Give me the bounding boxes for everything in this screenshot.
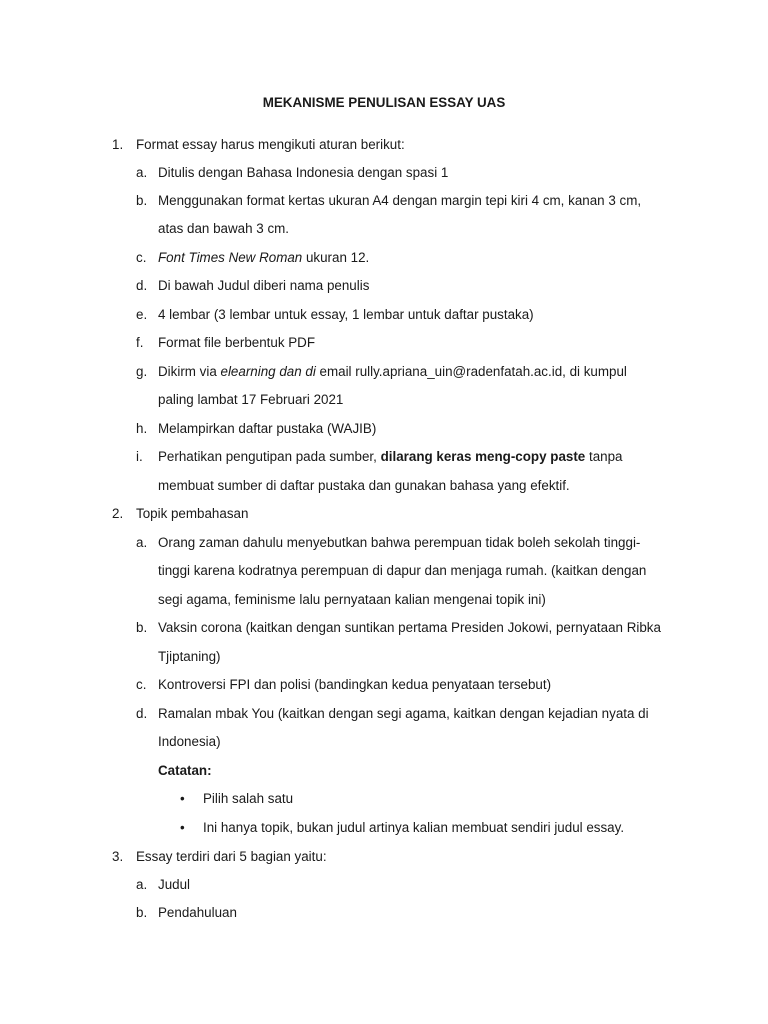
item-3b-text: Pendahuluan [158,905,237,920]
item-1f-marker: f. [136,335,144,350]
item-2b-line1: Vaksin corona (kaitkan dengan suntikan pertama Presiden Jokowi, pernyataan Ribka [158,620,661,635]
bullet-dot-1: • [180,791,185,806]
section-1-number: 1. [112,137,124,152]
item-1h-marker: h. [136,421,148,436]
item-2a-line3: segi agama, feminisme lalu pernyataan kalian mengenai topik ini) [158,592,546,607]
item-1g-italic: elearning dan di [220,364,316,379]
item-2d-line2: Indonesia) [158,734,221,749]
item-1c-text [158,249,369,267]
item-1g-part3: di kumpul [565,364,627,379]
item-1d-text: Di bawah Judul diberi nama penulis [158,278,370,293]
item-2b-line2: Tjiptaning) [158,649,221,664]
item-1h-text: Melampirkan daftar pustaka (WAJIB) [158,421,377,436]
item-1i-bold: dilarang keras meng-copy paste [380,449,586,464]
item-2c-text: Kontroversi FPI dan polisi (bandingkan kedua penyataan tersebut) [158,677,552,692]
note-bullet-1: Pilih salah satu [203,791,294,806]
item-1a-marker: a. [136,165,148,180]
item-1g-line2: paling lambat 17 Februari 2021 [158,392,344,407]
item-1d-marker: d. [136,278,148,293]
item-1g-part1: Dikirm via [158,364,221,379]
item-1b-marker: b. [136,193,148,208]
item-1e-marker: e. [136,307,148,322]
item-1f-text: Format file berbentuk PDF [158,335,316,350]
item-1i-line2: membuat sumber di daftar pustaka dan gunakan bahasa yang efektif. [158,478,570,493]
item-3a-text: Judul [158,877,191,892]
section-2-heading: Topik pembahasan [136,506,249,521]
item-3b-marker: b. [136,905,148,920]
item-2c-marker: c. [136,677,147,692]
item-2d-marker: d. [136,706,148,721]
item-1g-line1 [158,363,627,381]
item-2b-marker: b. [136,620,148,635]
section-3-heading: Essay terdiri dari 5 bagian yaitu: [136,849,327,864]
item-1g-email: email rully.apriana_uin@radenfatah.ac.id, [315,364,566,379]
item-2a-marker: a. [136,535,148,550]
item-1i-line1 [158,448,622,466]
item-1b-line2: atas dan bawah 3 cm. [158,221,290,236]
item-1i-part2: tanpa [585,449,623,464]
section-3-number: 3. [112,849,124,864]
item-1c-italic: Font Times New Roman [158,250,303,265]
item-2a-line1: Orang zaman dahulu menyebutkan bahwa perempuan tidak boleh sekolah tinggi- [158,535,641,550]
section-1-heading: Format essay harus mengikuti aturan berikut: [136,137,405,152]
document-title: MEKANISME PENULISAN ESSAY UAS [262,95,506,110]
item-1e-text: 4 lembar (3 lembar untuk essay, 1 lembar untuk daftar pustaka) [158,307,534,322]
item-1b-line1: Menggunakan format kertas ukuran A4 dengan margin tepi kiri 4 cm, kanan 3 cm, [158,193,642,208]
item-1c-rest: ukuran 12. [302,250,370,265]
item-1c-marker: c. [136,250,147,265]
item-1i-part1: Perhatikan pengutipan pada sumber, [158,449,381,464]
note-label: Catatan: [158,763,212,778]
item-1i-marker: i. [136,449,143,464]
item-1g-marker: g. [136,364,148,379]
item-1a-text: Ditulis dengan Bahasa Indonesia dengan spasi 1 [158,165,449,180]
section-2-number: 2. [112,506,124,521]
bullet-dot-2: • [180,820,185,835]
item-3a-marker: a. [136,877,148,892]
item-2a-line2: tinggi karena kodratnya perempuan di dapur dan menjaga rumah. (kaitkan dengan [158,563,647,578]
note-bullet-2: Ini hanya topik, bukan judul artinya kalian membuat sendiri judul essay. [203,820,625,835]
item-2d-line1: Ramalan mbak You (kaitkan dengan segi agama, kaitkan dengan kejadian nyata di [158,706,649,721]
